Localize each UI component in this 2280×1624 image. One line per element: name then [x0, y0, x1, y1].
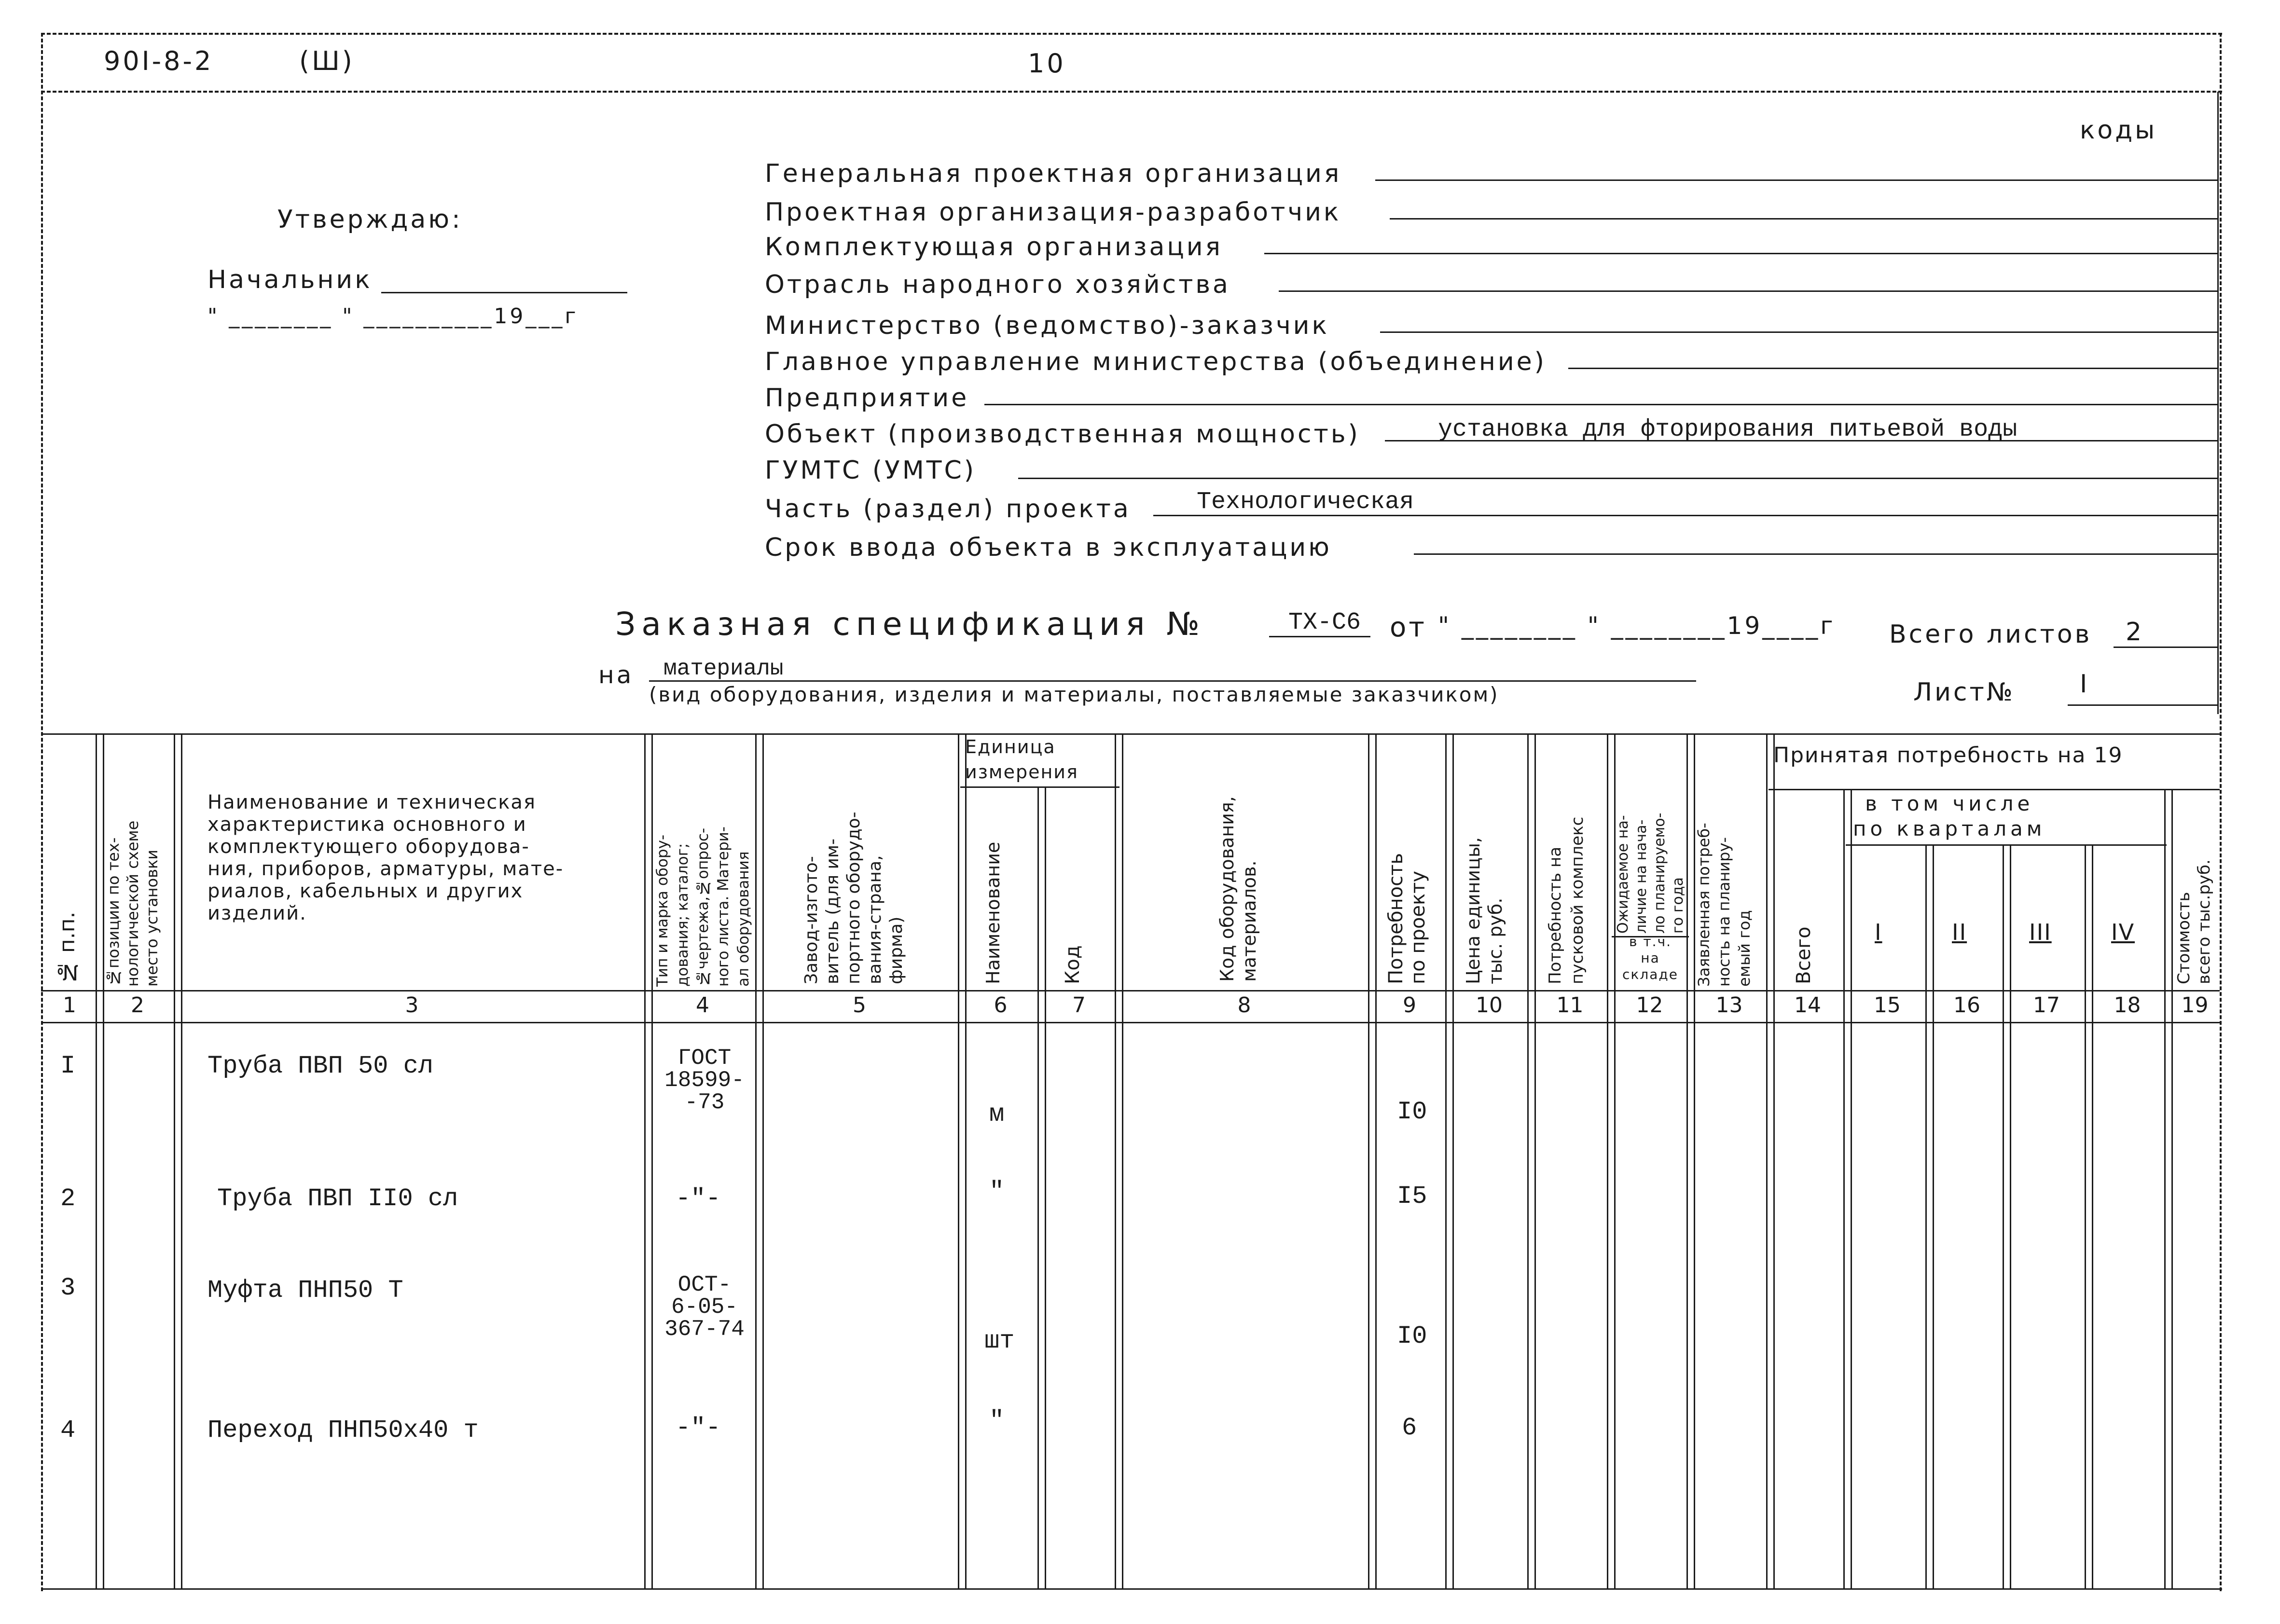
object-value: установка для фторирования питьевой воды — [1438, 416, 2017, 443]
approval-date: " ________ " __________19___г — [207, 304, 579, 329]
col-number-bottom-line — [41, 1022, 2220, 1023]
org-label: Комплектующая организация — [765, 233, 1223, 261]
row-number: I — [60, 1052, 76, 1080]
col-sep — [96, 733, 104, 1588]
org-line — [1568, 368, 2217, 369]
sheet-value: I — [2080, 670, 2090, 699]
quarters-group-header: в том числе по кварталам — [1853, 792, 2046, 840]
col-header-19: Стоимость всего тыс.руб. — [2174, 859, 2214, 984]
spec-number: ТХ-С6 — [1288, 609, 1361, 636]
col-header-11: Потребность на пусковой комплекс — [1546, 816, 1587, 984]
total-sheets-value: 2 — [2126, 618, 2144, 647]
col-header-4: Тип и марка обору- дования; каталог; №чертежа,№опрос- ного листа. Матери- ал оборудования — [654, 826, 752, 987]
col-number: 13 — [1715, 993, 1743, 1018]
item-qty: I0 — [1397, 1098, 1427, 1126]
col-sep — [2003, 844, 2011, 1588]
col-number: 19 — [2181, 993, 2209, 1018]
col-header-17: III — [2029, 919, 2052, 945]
row-number: 3 — [60, 1274, 76, 1302]
spec-on: на — [598, 661, 634, 689]
item-unit: " — [989, 1406, 1005, 1435]
accepted-group-line — [1769, 789, 2220, 790]
project-part-value: Технологическая — [1197, 488, 1414, 516]
col-header-1: № п.п. — [55, 911, 80, 984]
col-number: 5 — [853, 993, 866, 1018]
spec-kind-caption: (вид оборудования, изделия и материалы, поставляемые заказчиком) — [649, 683, 1499, 706]
col-header-13: Заявленная потреб- ность на планиру- емый год — [1695, 823, 1754, 987]
top-border — [41, 33, 2222, 35]
col-number: 14 — [1794, 993, 1821, 1018]
org-line — [1264, 253, 2217, 254]
org-line — [984, 404, 2217, 405]
col-sep — [755, 733, 764, 1588]
col-header-7: Код — [1062, 945, 1084, 984]
item-name: Труба ПВП 50 сл — [207, 1052, 434, 1080]
col-header-15: I — [1875, 919, 1882, 945]
unit-group-header: Единица измерения — [965, 736, 1078, 783]
col-sep — [1843, 789, 1852, 1588]
item-type: ГОСТ 18599- -73 — [664, 1046, 745, 1115]
org-line — [1390, 218, 2217, 220]
chief-signature-line — [381, 292, 627, 293]
col-header-8: Код оборудования, материалов. — [1216, 796, 1260, 982]
item-qty: I0 — [1397, 1322, 1427, 1350]
col-number: 2 — [131, 993, 144, 1018]
col-header-12: Ожидаемое на- личие на нача- ло планируемо- го года — [1615, 812, 1686, 934]
org-label: Проектная организация-разработчик — [765, 198, 1341, 227]
item-type: -"- — [676, 1184, 721, 1213]
col-number: 12 — [1636, 993, 1663, 1018]
header-separator — [41, 91, 2222, 93]
spec-date: " ________ " ________19____г — [1438, 612, 1836, 640]
left-border — [41, 33, 43, 1591]
col-number: 3 — [405, 993, 419, 1018]
col-header-18: IV — [2111, 919, 2135, 945]
item-name: Труба ПВП II0 сл — [217, 1184, 458, 1213]
approval-title: Утверждаю: — [277, 205, 463, 234]
col-sep — [1368, 733, 1377, 1588]
item-name: Муфта ПНП50 Т — [207, 1276, 403, 1305]
org-label: Срок ввода объекта в эксплуатацию — [765, 533, 1332, 562]
sheet-label: Лист№ — [1913, 678, 2015, 707]
col-number: 9 — [1403, 993, 1416, 1018]
spec-kind-value: материалы — [663, 656, 784, 681]
table-top-line — [41, 733, 2220, 735]
spec-kind-line — [649, 680, 1696, 682]
org-line — [1380, 331, 2217, 333]
col-number: 8 — [1237, 993, 1251, 1018]
org-label: Главное управление министерства (объединение) — [765, 347, 1547, 376]
org-line — [1018, 478, 2217, 479]
org-label: ГУМТС (УМТС) — [765, 456, 977, 485]
codes-label: коды — [2080, 116, 2157, 145]
col-number: 6 — [994, 993, 1008, 1018]
row-number: 2 — [60, 1184, 76, 1213]
col-number: 11 — [1556, 993, 1584, 1018]
volume-mark: (Ш) — [299, 46, 355, 76]
org-line — [1153, 515, 2217, 516]
codes-column-edge — [2217, 92, 2219, 714]
item-type: ОСТ- 6-05- 367-74 — [664, 1272, 745, 1342]
col-sep — [2085, 844, 2093, 1588]
org-label: Министерство (ведомство)-заказчик — [765, 311, 1329, 340]
item-name: Переход ПНП50х40 т — [207, 1416, 479, 1445]
right-border — [2220, 33, 2222, 1591]
col-header-16: II — [1952, 919, 1967, 945]
col-header-10: Цена единицы, тыс. руб. — [1463, 837, 1506, 984]
accepted-group-header: Принятая потребность на 19 — [1773, 743, 2123, 768]
item-unit: шт — [984, 1327, 1015, 1355]
col-sep — [958, 733, 967, 1588]
org-label: Часть (раздел) проекта — [765, 495, 1131, 523]
org-label: Предприятие — [765, 384, 969, 413]
col-header-2: №позиции по тех- нологической схеме место установки — [104, 820, 161, 987]
col-header-14: Всего — [1793, 926, 1815, 984]
item-unit: м — [989, 1100, 1005, 1129]
org-line — [1385, 440, 2217, 441]
org-line — [1375, 179, 2217, 181]
org-label: Объект (производственная мощность) — [765, 420, 1360, 449]
row-number: 4 — [60, 1416, 76, 1445]
col-sep — [2164, 789, 2173, 1588]
col-header-3: Наименование и техническая характеристика основного и комплектующего оборудова- ния, приборов, арматуры, мате- риалов, кабельных и других изделий. — [207, 791, 564, 924]
item-qty: 6 — [1402, 1414, 1417, 1442]
total-sheets-label: Всего листов — [1889, 620, 2092, 649]
item-type: -"- — [676, 1414, 721, 1442]
col-sep — [174, 733, 182, 1588]
org-line — [1414, 553, 2217, 555]
col-number: 7 — [1072, 993, 1086, 1018]
col-header-12-sub: в т.ч. на складе — [1622, 934, 1678, 982]
col-sep — [644, 733, 653, 1588]
col-sep — [1115, 733, 1123, 1588]
item-qty: I5 — [1397, 1182, 1427, 1211]
col-sep — [1766, 733, 1775, 1588]
approval-chief: Начальник — [207, 265, 373, 294]
col-sep — [1037, 786, 1046, 1588]
item-unit: " — [989, 1177, 1005, 1206]
col-sep — [1527, 733, 1536, 1588]
sheet-line — [2068, 704, 2217, 706]
org-label: Генеральная проектная организация — [765, 159, 1342, 188]
org-label: Отрасль народного хозяйства — [765, 270, 1230, 299]
org-line — [1279, 290, 2217, 292]
col-number: 1 — [63, 993, 76, 1018]
col-sep — [1925, 844, 1934, 1588]
col-number: 18 — [2114, 993, 2141, 1018]
spec-from: от — [1390, 612, 1427, 643]
total-sheets-line — [2114, 647, 2217, 648]
col-number: 15 — [1874, 993, 1901, 1018]
spec-title: Заказная спецификация № — [615, 606, 1206, 643]
col-header-6: Наименование — [982, 841, 1004, 984]
col-number-top-line — [41, 990, 2220, 991]
col-number: 4 — [696, 993, 709, 1018]
col-sep — [1445, 733, 1454, 1588]
col-header-5: Завод-изгото- витель (для им- портного оборудо- вания-страна, фирма) — [801, 812, 906, 984]
col-number: 16 — [1953, 993, 1980, 1018]
spec-number-line — [1269, 636, 1370, 637]
col-header-9: Потребность по проекту — [1385, 853, 1429, 984]
col-number: 17 — [2033, 993, 2060, 1018]
col-number: 10 — [1476, 993, 1503, 1018]
doc-code: 90I-8-2 — [104, 46, 214, 76]
bottom-border — [41, 1588, 2222, 1590]
page-number: 10 — [1028, 48, 1066, 79]
